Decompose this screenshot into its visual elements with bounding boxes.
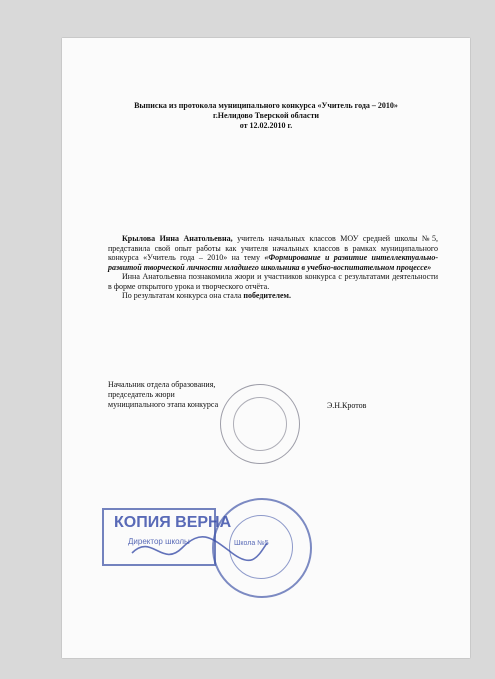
document-page <box>62 38 470 658</box>
signatory-line-2: председатель жюри <box>108 390 175 399</box>
school-seal-text: Школа №5 <box>234 540 269 547</box>
signatory-line-1: Начальник отдела образования, <box>108 380 216 389</box>
handwritten-signature <box>122 523 272 573</box>
paragraph-1-text: учитель начальных классов МОУ средней школы №5, представила свой опыт работы как учителя начальных классов в рамках муниципального конкурса «Учитель года – 2010» на тему <box>108 234 438 262</box>
signatory-line-3: муниципального этапа конкурса <box>108 400 219 409</box>
title-line-3: от 12.02.2010 г. <box>239 121 293 130</box>
paragraph-3-text: По результатам конкурса она стала <box>122 291 244 300</box>
paragraph-3 <box>108 291 438 301</box>
signatory-name: Э.Н.Кротов <box>327 401 367 410</box>
paragraph-1 <box>108 234 438 272</box>
teacher-name: Крылова Инна Анатольевна, <box>122 234 233 243</box>
signatory-title <box>108 380 218 410</box>
official-seal <box>220 384 300 464</box>
copy-stamp-title: КОПИЯ ВЕРНА <box>114 514 232 531</box>
official-seal-inner <box>233 397 287 451</box>
title-line-1: Выписка из протокола муниципального конкурса «Учитель года – 2010» <box>134 101 398 110</box>
document-title <box>62 101 470 131</box>
paragraph-2: Инна Анатольевна познакомила жюри и участников конкурса с результатами деятельности в форме открытого урока и творческого отчёта. <box>108 272 438 291</box>
copy-stamp-subtitle: Директор школы <box>128 537 190 546</box>
title-line-2: г.Нелидово Тверской области <box>212 111 319 120</box>
winner-word: победителем. <box>243 291 291 300</box>
document-body <box>108 234 438 301</box>
presentation-topic: «Формирование и развитие интеллектуально-развитой творческой личности младшего школьника в учебно-воспитательном процессе» <box>108 253 439 272</box>
